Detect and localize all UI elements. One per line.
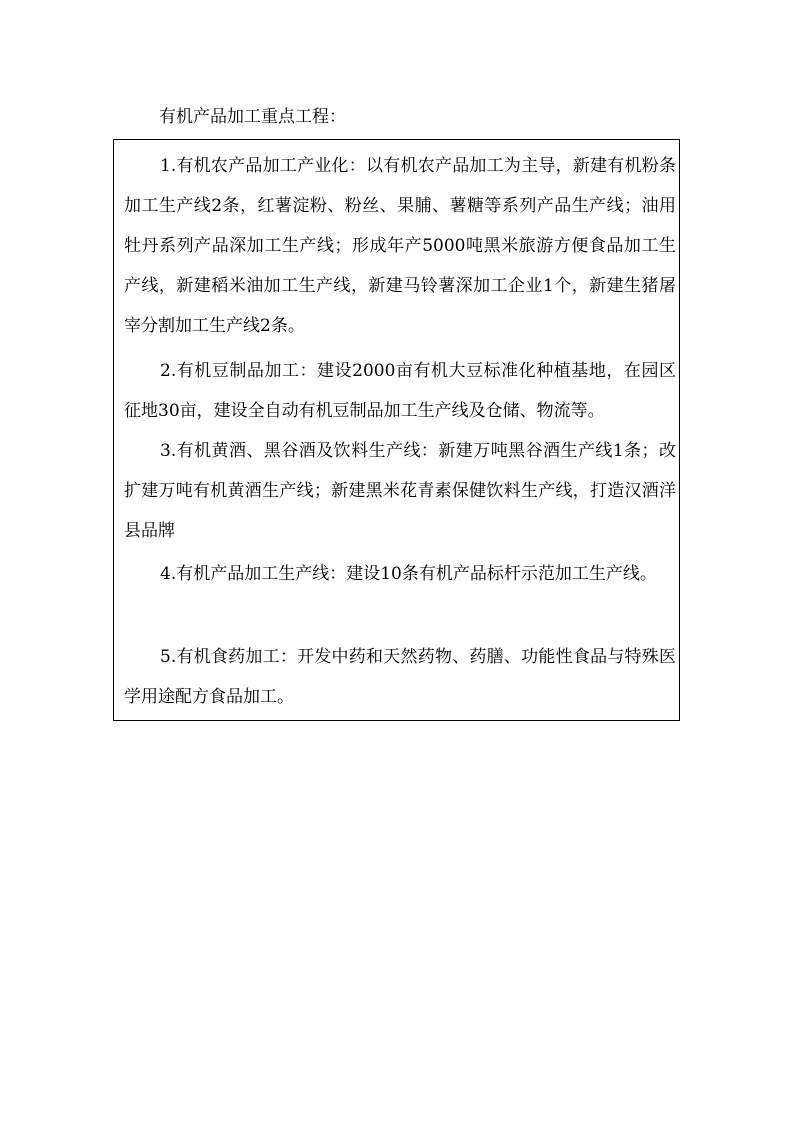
item-4-paragraph: 4.有机产品加工生产线：建设10条有机产品标杆示范加工生产线。 [160, 564, 657, 584]
item-1-paragraph: 1.有机农产品加工产业化：以有机农产品加工为主导，新建有机粉条加工生产线2条，红薯淀粉、粉丝、果脯、薯糖等系列产品生产线；油用牡丹系列产品深加工生产线；形成年产5000吨黑米旅游方便食品加工生产线，新建稻米油加工生产线，新建马铃薯深加工企业1个，新建生猪屠宰分割加工生产线2条。 [124, 156, 676, 336]
section-heading: 有机产品加工重点工程： [159, 107, 346, 127]
item-2-paragraph: 2.有机豆制品加工：建设2000亩有机大豆标准化种植基地，在园区征地30亩，建设全自动有机豆制品加工生产线及仓储、物流等。 [124, 361, 676, 421]
content-box [113, 139, 680, 721]
item-5-paragraph: 5.有机食药加工：开发中药和天然药物、药膳、功能性食品与特殊医学用途配方食品加工。 [124, 647, 676, 707]
item-3-paragraph: 3.有机黄酒、黑谷酒及饮料生产线：新建万吨黑谷酒生产线1条；改扩建万吨有机黄酒生产线；新建黑米花青素保健饮料生产线，打造汉酒洋县品牌 [124, 441, 676, 541]
